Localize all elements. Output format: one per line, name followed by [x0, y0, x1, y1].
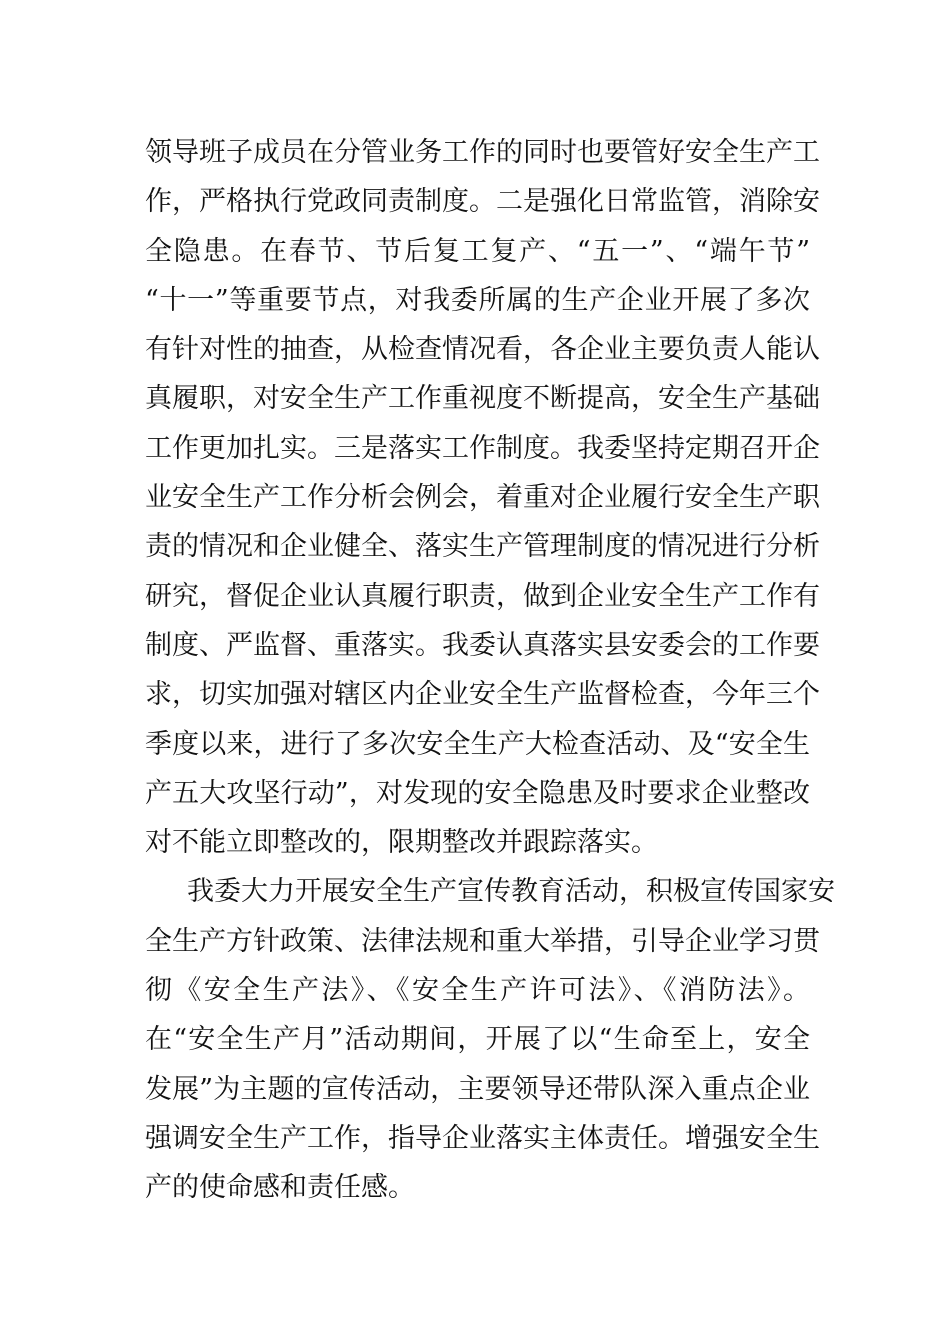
text-line: 全生产方针政策、法律法规和重大举措，引导企业学习贯 — [145, 925, 820, 957]
text-line: 领导班子成员在分管业务工作的同时也要管好安全生产工 — [145, 137, 820, 168]
text-line: 产的使命感和责任感。 — [145, 1172, 415, 1204]
text-line: 在“安全生产月”活动期间，开展了以“生命至上，安全 — [145, 1024, 810, 1056]
text-line: 对不能立即整改的，限期整改并跟踪落实。 — [145, 827, 658, 859]
text-line: 季度以来，进行了多次安全生产大检查活动、及“安全生 — [145, 728, 810, 760]
text-line: 强调安全生产工作，指导企业落实主体责任。增强安全生 — [145, 1122, 820, 1154]
text-line: 真履职，对安全生产工作重视度不断提高，安全生产基础 — [145, 383, 820, 415]
text-line: 我委大力开展安全生产宣传教育活动，积极宣传国家安 — [187, 876, 835, 908]
text-line: 有针对性的抽查，从检查情况看，各企业主要负责人能认 — [145, 334, 820, 366]
text-line: 彻《安全生产法》、《安全生产许可法》、《消防法》。 — [145, 975, 810, 1007]
text-line: 责的情况和企业健全、落实生产管理制度的情况进行分析 — [145, 531, 820, 563]
text-line: 业安全生产工作分析会例会，着重对企业履行安全生产职 — [145, 482, 820, 514]
text-line: 制度、严监督、重落实。我委认真落实县安委会的工作要 — [145, 629, 820, 661]
text-line: “十一”等重要节点，对我委所属的生产企业开展了多次 — [145, 284, 810, 316]
paragraph-2 — [145, 867, 835, 1212]
text-line: 全隐患。在春节、节后复工复产、“五一”、“端午节” — [145, 235, 810, 267]
text-line: 作，严格执行党政同责制度。二是强化日常监管，消除安 — [145, 186, 820, 218]
paragraph-1 — [145, 128, 820, 867]
body-text — [145, 128, 835, 1213]
text-line: 产五大攻坚行动”，对发现的安全隐患及时要求企业整改 — [145, 777, 810, 809]
text-line: 求，切实加强对辖区内企业安全生产监督检查，今年三个 — [145, 679, 820, 711]
text-line: 工作更加扎实。三是落实工作制度。我委坚持定期召开企 — [145, 432, 820, 464]
text-line: 发展”为主题的宣传活动，主要领导还带队深入重点企业 — [145, 1073, 810, 1105]
text-line: 研究，督促企业认真履行职责，做到企业安全生产工作有 — [145, 580, 820, 612]
